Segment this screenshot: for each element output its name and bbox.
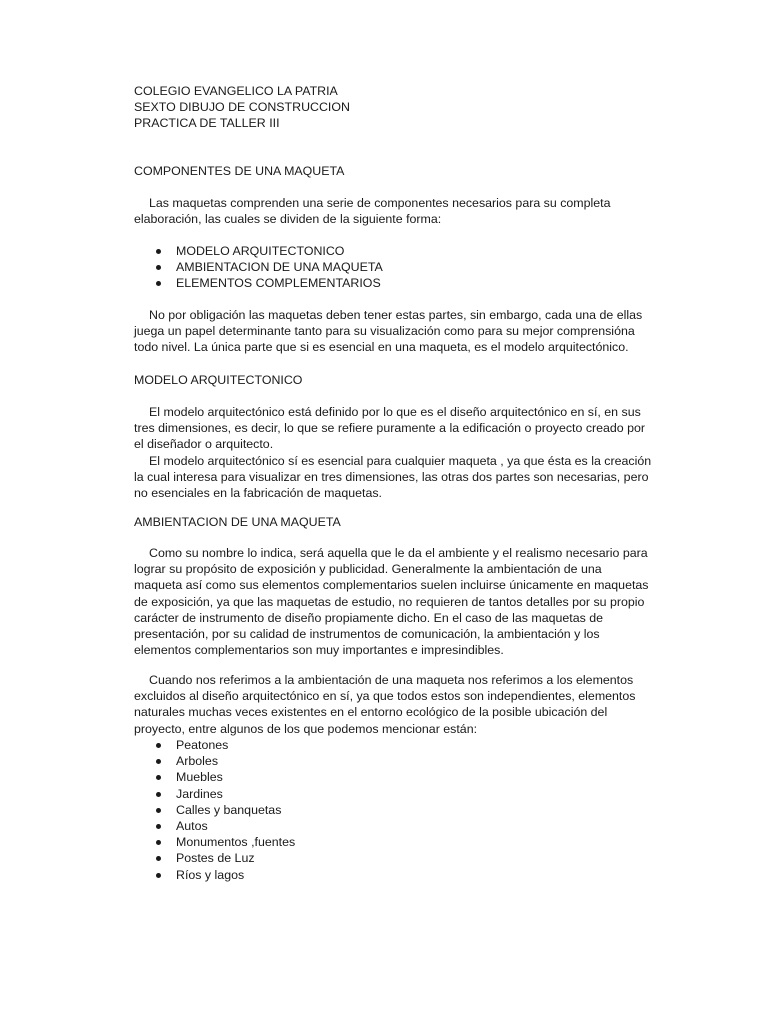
list-item: Postes de Luz (134, 850, 634, 866)
bullet-icon (156, 265, 161, 270)
list-item: Jardines (134, 786, 634, 802)
bullet-icon (156, 281, 161, 286)
paragraph-intro: Las maquetas comprenden una serie de componentes necesarios para su completa elaboración, las cuales se dividen de la siguiente forma: (134, 196, 611, 227)
list-item: AMBIENTACION DE UNA MAQUETA (134, 259, 634, 275)
section-heading-componentes: COMPONENTES DE UNA MAQUETA (134, 164, 345, 178)
list-item: Arboles (134, 753, 634, 769)
bullet-icon (156, 792, 161, 797)
paragraph-elementos: Cuando nos referimos a la ambientación de una maqueta nos referimos a los elementos excluidos al diseño arquitectónico en sí, ya que todos estos son independientes, elementos naturales muchas veces existentes en el entorno ecológico de la posible ubicación del proyecto, entre algunos de los que podemos mencionar están: (134, 673, 636, 736)
paragraph-modelo: El modelo arquitectónico está definido por lo que es el diseño arquitectónico en sí, en sus tres dimensiones, es decir, lo que se refiere puramente a la edificación o proyecto creado por el diseñador o arquitecto. El modelo arquitectónico sí es esencial para cualquier maqueta , ya que ésta es la creación la cual interesa para visualizar en tres dimensiones, las otras dos partes son necesarias, pero no esenciales en la fabricación de maquetas. (134, 405, 652, 501)
paragraph-obligacion: No por obligación las maquetas deben tener estas partes, sin embargo, cada una de ellas juega un papel determinante tanto para su visualización como para su mejor comprensióna todo nivel. La única parte que si es esencial en una maqueta, es el modelo arquitectónico. (134, 308, 643, 355)
course-name: SEXTO DIBUJO DE CONSTRUCCION (134, 100, 350, 115)
bullet-icon (156, 808, 161, 813)
list-item: Muebles (134, 769, 634, 785)
list-item: Peatones (134, 737, 634, 753)
section-heading-modelo: MODELO ARQUITECTONICO (134, 373, 303, 387)
list-item: MODELO ARQUITECTONICO (134, 243, 634, 259)
bullet-icon (156, 249, 161, 254)
document-header (134, 83, 634, 132)
list-item: Monumentos ,fuentes (134, 834, 634, 850)
paragraph-ambientacion: Como su nombre lo indica, será aquella que le da el ambiente y el realismo necesario para lograr su propósito de exposición y publicidad. Generalmente la ambientación de una maqueta así como sus elementos complementarios suelen incluirse únicamente en maquetas de exposición, ya que las maquetas de estudio, no requieren de tantos detalles por su propio carácter de instrumento de diseño propiamente dicho. En el caso de las maquetas de presentación, por su calidad de instrumentos de comunicación, la ambientación y los elementos complementarios son muy importantes e impresindibles. (134, 546, 649, 658)
list-item: Ríos y lagos (134, 867, 634, 883)
bullet-icon (156, 824, 161, 829)
bullet-icon (156, 856, 161, 861)
elements-list (134, 737, 634, 883)
list-item: ELEMENTOS COMPLEMENTARIOS (134, 275, 634, 291)
list-item: Calles y banquetas (134, 802, 634, 818)
list-item: Autos (134, 818, 634, 834)
bullet-icon (156, 743, 161, 748)
bullet-icon (156, 840, 161, 845)
practice-name: PRACTICA DE TALLER III (134, 116, 280, 131)
school-name: COLEGIO EVANGELICO LA PATRIA (134, 84, 338, 98)
bullet-icon (156, 759, 161, 764)
components-list (134, 243, 634, 292)
section-heading-ambientacion: AMBIENTACION DE UNA MAQUETA (134, 515, 341, 529)
bullet-icon (156, 775, 161, 780)
bullet-icon (156, 873, 161, 878)
